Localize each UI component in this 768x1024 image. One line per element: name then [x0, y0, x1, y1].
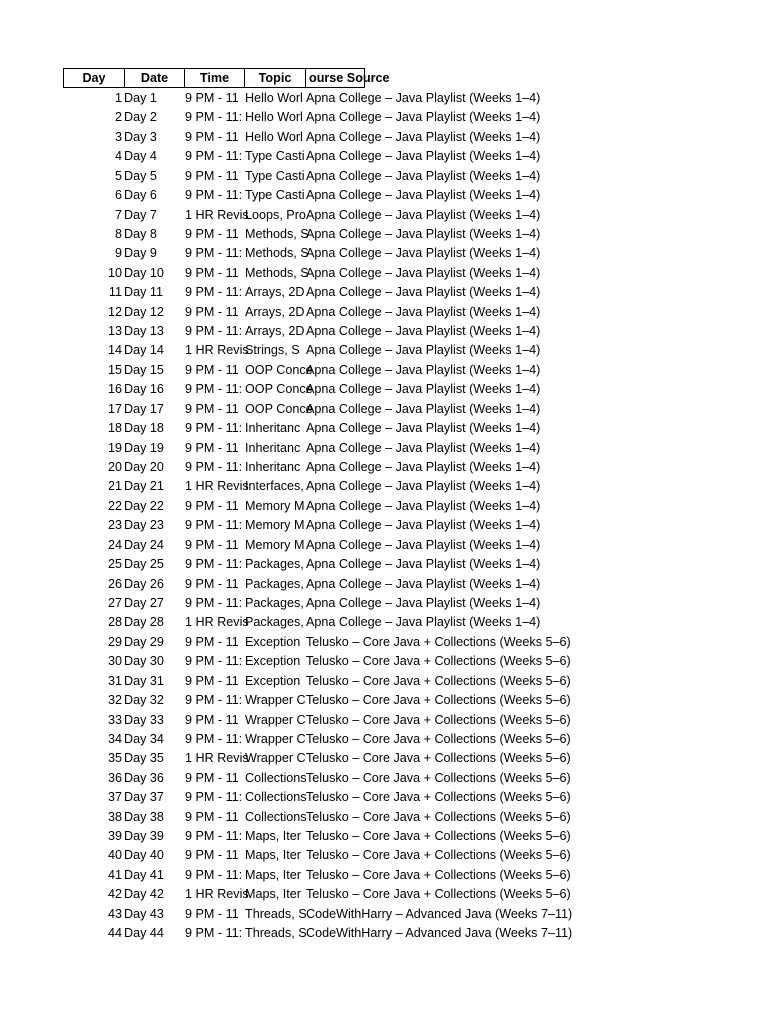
cell-time[interactable]: 9 PM - 11: [185, 246, 243, 261]
cell-topic[interactable]: Methods, S [245, 226, 309, 241]
cell-topic[interactable]: Hello Worl [245, 91, 303, 105]
cell-time[interactable]: 9 PM - 11: [185, 731, 243, 746]
cell-date[interactable]: Day 31 [124, 673, 164, 688]
cell-time[interactable]: 1 HR Revis [185, 207, 249, 222]
cell-day[interactable]: 9 [114, 246, 122, 261]
cell-day[interactable]: 17 [107, 401, 122, 416]
cell-topic[interactable]: Methods, S [245, 265, 309, 280]
cell-time[interactable]: 9 PM - 11 [185, 401, 239, 416]
cell-source[interactable]: Telusko – Core Java + Collections (Weeks 5–6) [306, 829, 571, 844]
cell-time[interactable]: 9 PM - 11: [185, 693, 243, 708]
cell-source[interactable]: Apna College – Java Playlist (Weeks 1–4) [306, 498, 541, 513]
cell-date[interactable]: Day 19 [124, 440, 164, 455]
cell-topic[interactable]: Inheritanc [245, 460, 301, 475]
cell-time[interactable]: 9 PM - 11: [185, 460, 243, 475]
cell-source[interactable]: Apna College – Java Playlist (Weeks 1–4) [306, 207, 541, 222]
cell-source[interactable]: Apna College – Java Playlist (Weeks 1–4) [306, 285, 541, 300]
cell-day[interactable]: 25 [107, 557, 122, 572]
cell-date[interactable]: Day 30 [124, 654, 164, 669]
cell-date[interactable]: Day 4 [124, 149, 157, 164]
cell-time[interactable]: 1 HR Revis [185, 751, 249, 766]
cell-source[interactable]: Apna College – Java Playlist (Weeks 1–4) [306, 129, 541, 144]
cell-source[interactable]: Apna College – Java Playlist (Weeks 1–4) [306, 168, 541, 183]
cell-time[interactable]: 9 PM - 11 [185, 770, 239, 785]
cell-topic[interactable]: Arrays, 2D [245, 324, 305, 339]
cell-time[interactable]: 9 PM - 11 [185, 498, 239, 513]
cell-time[interactable]: 9 PM - 11: [185, 285, 243, 300]
cell-date[interactable]: Day 39 [124, 829, 164, 844]
cell-date[interactable]: Day 10 [124, 265, 164, 280]
cell-source[interactable]: Apna College – Java Playlist (Weeks 1–4) [306, 440, 541, 455]
cell-date[interactable]: Day 34 [124, 731, 164, 746]
cell-day[interactable]: 20 [107, 460, 122, 475]
cell-time[interactable]: 9 PM - 11: [185, 829, 243, 844]
cell-time[interactable]: 9 PM - 11: [185, 324, 243, 339]
cell-day[interactable]: 36 [107, 770, 122, 785]
cell-source[interactable]: Apna College – Java Playlist (Weeks 1–4) [306, 421, 541, 436]
cell-topic[interactable]: Inheritanc [245, 421, 301, 436]
cell-source[interactable]: Telusko – Core Java + Collections (Weeks 5–6) [306, 693, 571, 708]
cell-date[interactable]: Day 12 [124, 304, 164, 319]
cell-source[interactable]: Telusko – Core Java + Collections (Weeks 5–6) [306, 867, 571, 882]
cell-day[interactable]: 3 [114, 129, 122, 144]
cell-source[interactable]: Apna College – Java Playlist (Weeks 1–4) [306, 110, 541, 125]
cell-day[interactable]: 22 [107, 498, 122, 513]
cell-time[interactable]: 9 PM - 11 [185, 673, 239, 688]
cell-time[interactable]: 9 PM - 11: [185, 926, 243, 941]
cell-date[interactable]: Day 44 [124, 926, 164, 941]
cell-source[interactable]: Apna College – Java Playlist (Weeks 1–4) [306, 149, 541, 164]
cell-topic[interactable]: Arrays, 2D [245, 285, 305, 300]
cell-date[interactable]: Day 35 [124, 751, 164, 766]
cell-time[interactable]: 9 PM - 11: [185, 421, 243, 436]
cell-day[interactable]: 13 [107, 324, 122, 339]
cell-topic[interactable]: Type Casti [245, 168, 305, 183]
cell-time[interactable]: 9 PM - 11 [185, 809, 239, 824]
cell-day[interactable]: 29 [107, 634, 122, 649]
cell-day[interactable]: 2 [114, 110, 122, 125]
cell-date[interactable]: Day 11 [124, 285, 163, 300]
cell-day[interactable]: 24 [107, 537, 122, 552]
cell-topic[interactable]: Maps, Iter [245, 867, 301, 882]
cell-day[interactable]: 40 [107, 848, 122, 863]
cell-day[interactable]: 27 [107, 595, 122, 610]
cell-day[interactable]: 33 [107, 712, 122, 727]
cell-source[interactable]: Apna College – Java Playlist (Weeks 1–4) [306, 265, 541, 280]
cell-source[interactable]: Apna College – Java Playlist (Weeks 1–4) [306, 460, 541, 475]
cell-topic[interactable]: Hello Worl [245, 110, 303, 125]
cell-day[interactable]: 6 [114, 188, 122, 203]
cell-date[interactable]: Day 17 [124, 401, 164, 416]
cell-source[interactable]: Telusko – Core Java + Collections (Weeks 5–6) [306, 790, 571, 805]
cell-date[interactable]: Day 2 [124, 110, 157, 125]
cell-topic[interactable]: Memory M [245, 518, 305, 533]
cell-day[interactable]: 15 [107, 362, 122, 377]
cell-source[interactable]: Apna College – Java Playlist (Weeks 1–4) [306, 518, 541, 533]
cell-day[interactable]: 1 [114, 91, 122, 105]
cell-date[interactable]: Day 8 [124, 226, 157, 241]
cell-source[interactable]: Apna College – Java Playlist (Weeks 1–4) [306, 246, 541, 261]
header-day[interactable]: Day [63, 68, 125, 88]
cell-day[interactable]: 43 [107, 906, 122, 921]
cell-source[interactable]: Apna College – Java Playlist (Weeks 1–4) [306, 362, 541, 377]
cell-topic[interactable]: Packages, [245, 576, 304, 591]
cell-date[interactable]: Day 14 [124, 343, 164, 358]
cell-time[interactable]: 9 PM - 11: [185, 790, 243, 805]
cell-time[interactable]: 9 PM - 11 [185, 712, 239, 727]
cell-day[interactable]: 42 [107, 887, 122, 902]
cell-source[interactable]: Apna College – Java Playlist (Weeks 1–4) [306, 537, 541, 552]
cell-date[interactable]: Day 25 [124, 557, 164, 572]
cell-source[interactable]: Apna College – Java Playlist (Weeks 1–4) [306, 615, 541, 630]
cell-time[interactable]: 9 PM - 11: [185, 867, 243, 882]
cell-topic[interactable]: Loops, Pro [245, 207, 306, 222]
cell-source[interactable]: Telusko – Core Java + Collections (Weeks 5–6) [306, 848, 571, 863]
cell-day[interactable]: 38 [107, 809, 122, 824]
cell-topic[interactable]: Packages, [245, 615, 304, 630]
cell-date[interactable]: Day 29 [124, 634, 164, 649]
cell-date[interactable]: Day 13 [124, 324, 164, 339]
cell-day[interactable]: 10 [107, 265, 122, 280]
cell-topic[interactable]: OOP Conce [245, 401, 313, 416]
cell-source[interactable]: CodeWithHarry – Advanced Java (Weeks 7–11) [306, 906, 573, 921]
cell-topic[interactable]: Exception [245, 654, 301, 669]
cell-topic[interactable]: Hello Worl [245, 129, 303, 144]
cell-time[interactable]: 9 PM - 11 [185, 226, 239, 241]
cell-date[interactable]: Day 36 [124, 770, 164, 785]
cell-date[interactable]: Day 37 [124, 790, 164, 805]
cell-day[interactable]: 31 [107, 673, 122, 688]
cell-topic[interactable]: Memory M [245, 498, 305, 513]
cell-time[interactable]: 9 PM - 11 [185, 168, 239, 183]
cell-time[interactable]: 9 PM - 11 [185, 634, 239, 649]
cell-topic[interactable]: Type Casti [245, 188, 305, 203]
cell-source[interactable]: Apna College – Java Playlist (Weeks 1–4) [306, 343, 541, 358]
cell-day[interactable]: 37 [107, 790, 122, 805]
cell-date[interactable]: Day 22 [124, 498, 164, 513]
cell-source[interactable]: Apna College – Java Playlist (Weeks 1–4) [306, 91, 541, 105]
cell-date[interactable]: Day 33 [124, 712, 164, 727]
cell-source[interactable]: Apna College – Java Playlist (Weeks 1–4) [306, 595, 541, 610]
cell-date[interactable]: Day 1 [124, 91, 157, 105]
cell-source[interactable]: Apna College – Java Playlist (Weeks 1–4) [306, 401, 541, 416]
cell-topic[interactable]: Strings, S [245, 343, 300, 358]
cell-time[interactable]: 9 PM - 11: [185, 557, 243, 572]
cell-date[interactable]: Day 15 [124, 362, 164, 377]
cell-day[interactable]: 35 [107, 751, 122, 766]
cell-source[interactable]: Apna College – Java Playlist (Weeks 1–4) [306, 479, 541, 494]
cell-date[interactable]: Day 32 [124, 693, 164, 708]
cell-topic[interactable]: Exception [245, 634, 301, 649]
cell-day[interactable]: 5 [114, 168, 122, 183]
header-course-source-label: ourse Source [309, 71, 390, 85]
cell-date[interactable]: Day 28 [124, 615, 164, 630]
cell-time[interactable]: 9 PM - 11 [185, 906, 239, 921]
cell-time[interactable]: 9 PM - 11: [185, 518, 243, 533]
cell-topic[interactable]: Wrapper C [245, 731, 306, 746]
cell-topic[interactable]: Memory M [245, 537, 305, 552]
cell-day[interactable]: 11 [108, 285, 122, 300]
header-course-source[interactable] [305, 68, 390, 88]
cell-time[interactable]: 9 PM - 11 [185, 129, 239, 144]
cell-day[interactable]: 23 [107, 518, 122, 533]
cell-date[interactable]: Day 41 [124, 867, 164, 882]
cell-day[interactable]: 32 [107, 693, 122, 708]
cell-time[interactable]: 9 PM - 11 [185, 91, 239, 105]
cell-topic[interactable]: Maps, Iter [245, 887, 301, 902]
cell-date[interactable]: Day 20 [124, 460, 164, 475]
cell-source[interactable]: Telusko – Core Java + Collections (Weeks 5–6) [306, 751, 571, 766]
cell-time[interactable]: 9 PM - 11 [185, 576, 239, 591]
cell-day[interactable]: 39 [107, 829, 122, 844]
cell-topic[interactable]: Threads, S [245, 906, 307, 921]
cell-date[interactable]: Day 7 [124, 207, 157, 222]
cell-date[interactable]: Day 5 [124, 168, 157, 183]
cell-topic[interactable]: Wrapper C [245, 751, 306, 766]
cell-source[interactable]: Telusko – Core Java + Collections (Weeks 5–6) [306, 634, 571, 649]
cell-source[interactable]: Apna College – Java Playlist (Weeks 1–4) [306, 382, 541, 397]
cell-topic[interactable]: Interfaces, [245, 479, 304, 494]
cell-topic[interactable]: Type Casti [245, 149, 305, 164]
cell-time[interactable]: 9 PM - 11 [185, 265, 239, 280]
cell-day[interactable]: 19 [107, 440, 122, 455]
cell-topic[interactable]: Packages, [245, 557, 304, 572]
cell-topic[interactable]: Exception [245, 673, 301, 688]
cell-date[interactable]: Day 40 [124, 848, 164, 863]
cell-topic[interactable]: Inheritanc [245, 440, 301, 455]
cell-topic[interactable]: Methods, S [245, 246, 309, 261]
cell-day[interactable]: 30 [107, 654, 122, 669]
cell-topic[interactable]: OOP Conce [245, 362, 313, 377]
cell-source[interactable]: Telusko – Core Java + Collections (Weeks 5–6) [306, 809, 571, 824]
cell-date[interactable]: Day 16 [124, 382, 164, 397]
cell-topic[interactable]: OOP Conce [245, 382, 313, 397]
cell-date[interactable]: Day 18 [124, 421, 164, 436]
cell-source[interactable]: Apna College – Java Playlist (Weeks 1–4) [306, 576, 541, 591]
header-date[interactable]: Date [124, 68, 185, 88]
cell-day[interactable]: 18 [107, 421, 122, 436]
cell-source[interactable]: Apna College – Java Playlist (Weeks 1–4) [306, 304, 541, 319]
cell-source[interactable]: Telusko – Core Java + Collections (Weeks 5–6) [306, 770, 571, 785]
cell-source[interactable]: Telusko – Core Java + Collections (Weeks 5–6) [306, 712, 571, 727]
cell-day[interactable]: 7 [114, 207, 122, 222]
cell-topic[interactable]: Collections [245, 770, 307, 785]
cell-day[interactable]: 44 [107, 926, 122, 941]
cell-time[interactable]: 9 PM - 11: [185, 654, 243, 669]
cell-source[interactable]: Apna College – Java Playlist (Weeks 1–4) [306, 324, 541, 339]
cell-date[interactable]: Day 23 [124, 518, 164, 533]
cell-time[interactable]: 1 HR Revis [185, 479, 249, 494]
cell-time[interactable]: 9 PM - 11: [185, 149, 243, 164]
cell-time[interactable]: 1 HR Revis [185, 615, 249, 630]
cell-time[interactable]: 9 PM - 11: [185, 595, 243, 610]
header-time[interactable]: Time [184, 68, 245, 88]
cell-topic[interactable]: Arrays, 2D [245, 304, 305, 319]
cell-source[interactable]: Telusko – Core Java + Collections (Weeks 5–6) [306, 654, 571, 669]
cell-date[interactable]: Day 3 [124, 129, 157, 144]
cell-day[interactable]: 34 [107, 731, 122, 746]
cell-source[interactable]: CodeWithHarry – Advanced Java (Weeks 7–11) [306, 926, 573, 941]
cell-topic[interactable]: Collections [245, 809, 307, 824]
cell-date[interactable]: Day 43 [124, 906, 164, 921]
cell-day[interactable]: 12 [107, 304, 122, 319]
cell-source[interactable]: Apna College – Java Playlist (Weeks 1–4) [306, 188, 541, 203]
cell-topic[interactable]: Maps, Iter [245, 848, 301, 863]
cell-topic[interactable]: Maps, Iter [245, 829, 301, 844]
cell-source[interactable]: Telusko – Core Java + Collections (Weeks 5–6) [306, 673, 571, 688]
cell-time[interactable]: 9 PM - 11: [185, 382, 243, 397]
cell-topic[interactable]: Packages, [245, 595, 304, 610]
cell-time[interactable]: 9 PM - 11 [185, 440, 239, 455]
cell-time[interactable]: 9 PM - 11 [185, 304, 239, 319]
cell-time[interactable]: 9 PM - 11: [185, 110, 243, 125]
cell-topic[interactable]: Collections [245, 790, 307, 805]
cell-time[interactable]: 1 HR Revis [185, 887, 249, 902]
cell-time[interactable]: 1 HR Revis [185, 343, 249, 358]
cell-date[interactable]: Day 27 [124, 595, 164, 610]
cell-day[interactable]: 8 [114, 226, 122, 241]
cell-date[interactable]: Day 6 [124, 188, 157, 203]
cell-source[interactable]: Apna College – Java Playlist (Weeks 1–4) [306, 226, 541, 241]
cell-source[interactable]: Telusko – Core Java + Collections (Weeks 5–6) [306, 887, 571, 902]
cell-date[interactable]: Day 24 [124, 537, 164, 552]
cell-time[interactable]: 9 PM - 11 [185, 362, 239, 377]
cell-date[interactable]: Day 38 [124, 809, 164, 824]
cell-date[interactable]: Day 9 [124, 246, 157, 261]
header-topic[interactable]: Topic [244, 68, 306, 88]
cell-day[interactable]: 14 [107, 343, 122, 358]
cell-source[interactable]: Apna College – Java Playlist (Weeks 1–4) [306, 557, 541, 572]
cell-day[interactable]: 4 [114, 149, 122, 164]
cell-date[interactable]: Day 26 [124, 576, 164, 591]
cell-time[interactable]: 9 PM - 11: [185, 188, 243, 203]
cell-day[interactable]: 21 [107, 479, 122, 494]
cell-day[interactable]: 41 [107, 867, 122, 882]
cell-date[interactable]: Day 42 [124, 887, 164, 902]
cell-day[interactable]: 26 [107, 576, 122, 591]
cell-time[interactable]: 9 PM - 11 [185, 848, 239, 863]
cell-date[interactable]: Day 21 [124, 479, 164, 494]
cell-source[interactable]: Telusko – Core Java + Collections (Weeks 5–6) [306, 731, 571, 746]
cell-topic[interactable]: Wrapper C [245, 712, 306, 727]
cell-time[interactable]: 9 PM - 11 [185, 537, 239, 552]
cell-day[interactable]: 28 [107, 615, 122, 630]
cell-day[interactable]: 16 [107, 382, 122, 397]
cell-topic[interactable]: Wrapper C [245, 693, 306, 708]
cell-topic[interactable]: Threads, S [245, 926, 307, 941]
